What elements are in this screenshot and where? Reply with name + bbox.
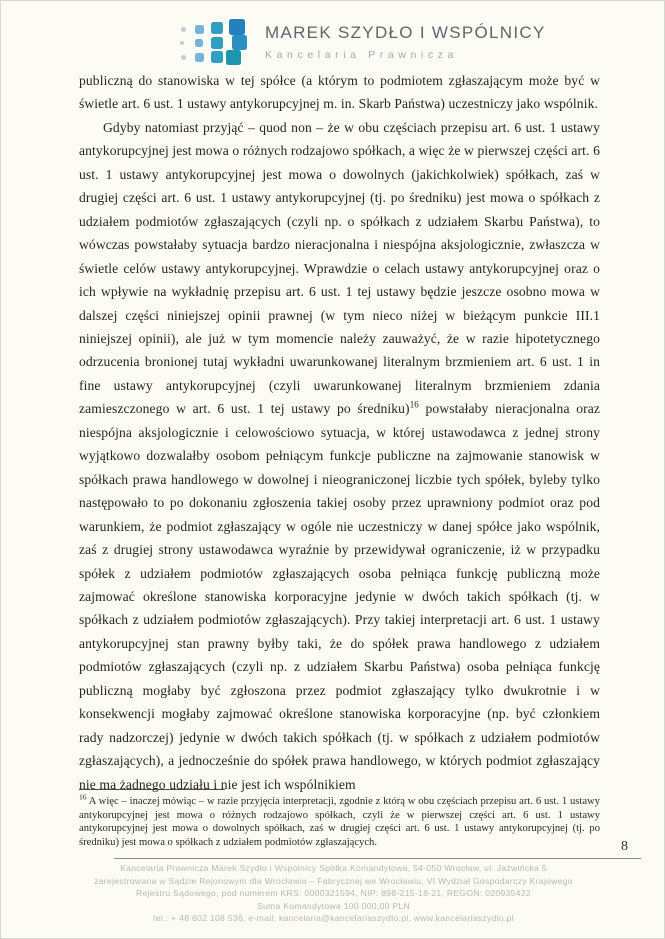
company-logo-icon [179,17,249,67]
company-tagline: Kancelaria Prawnicza [265,49,458,61]
footnote-body: A więc – inaczej mówiąc – w razie przyjęcia interpretacji, zgodnie z którą w obu częściach przepisu art. 6 ust. 1 ustawy antykorupcyjnej jest mowa o różnych rodzajowo spółkach, czyli że w pierwszej części art. 6 ust. 1 ustawy antykorupcyjnej jest mowa o dowolnych spółkach, zaś w drugiej części art. 6 ust. 1 ustawy antykorupcyjnej (tj. po średniku) jest mowa o spółkach z udziałem podmiotów zgłaszających. [79,796,600,848]
footer-line-address: Kancelaria Prawnicza Marek Szydło i Wspólnicy Spółka Komandytowa, 54-050 Wrocław, ul. Jaźwińcka 5 [120,863,547,873]
footnote-block [79,789,600,849]
footer-separator [114,858,641,859]
letterhead-text [265,23,546,61]
footer-line-contact: tel.: + 48 602 108 536, e-mail: kancelaria@kancelariaszydlo.pl, www.kancelariaszydlo.pl [153,913,514,924]
logo-dot [226,50,241,65]
logo-dot [211,37,223,49]
footer-line-registration: zarejestrowana w Sądzie Rejonowym dla Wrocławia – Fabrycznej we Wrocławiu, VI Wydział Gospodarczy Krajowego [94,875,573,886]
logo-dot [195,39,203,47]
page-number: 8 [621,839,628,854]
page-footer [51,858,616,925]
paragraph-2-text-after-ref: powstałaby nieracjonalna oraz niespójna aksjologicznie i celowościowo sytuacja, w której ustawodawca z jednej strony wyjątkowo dozwalałby osobom pełniącym funkcje publiczne na zajmowanie stanowisk w spółkach prawa handlowego w dowolnej i nieograniczonej liczbie tych spółek, byleby tylko następowało to po dokonaniu zgłoszenia takiej osoby przez uprawniony podmiot oraz pod warunkiem, że podmiot zgłaszający w ogóle nie uczestniczy w danej spółce jako wspólnik, zaś z drugiej strony ustawodawca wyraźnie by przewidywał ograniczenie, iż w przypadku spółek z udziałem podmiotów zgłaszających osoba pełniąca funkcję publiczną może zajmować określone stanowiska korporacyjne jedynie w dwóch takich spółkach (tj. w spółkach z udziałem podmiotów zgłaszających). Przy takiej interpretacji art. 6 ust. 1 ustawy antykorupcyjnej stan prawny byłby taki, że do spółek prawa handlowego z udziałem podmiotów zgłaszających (czyli np. z udziałem Skarbu Państwa) osoba pełniąca funkcję publiczną mogłaby być zgłoszona przez podmiot zgłaszający tylko dwukrotnie i w konsekwencji mogłaby zajmować określone stanowiska korporacyjne (np. być członkiem rady nadzorczej) jedynie w dwóch takich spółkach (tj. w spółkach z udziałem podmiotów zgłaszających), a jednocześnie do spółek prawa handlowego, w których podmiot zgłaszający nie ma żadnego udziału i nie jest ich wspólnikiem [79,401,600,792]
logo-dot [211,51,223,63]
logo-dot [232,35,247,50]
logo-dot [180,41,184,45]
footnote-separator [79,789,225,790]
logo-dot [229,19,245,35]
footnote-reference: 16 [409,399,419,410]
letterhead [179,17,546,67]
footer-line-capital: Suma Komandytowa 100 000,00 PLN [256,900,411,911]
document-body [79,69,600,796]
logo-dot [195,53,204,62]
logo-dot [181,27,186,32]
logo-dot [211,22,223,34]
footer-line-registry-numbers: Rejestru Sądowego, pod numerem KRS: 0000321594, NIP: 898-215-18-21, REGON: 020935422 [136,888,531,899]
logo-dot [181,55,186,60]
footnote-marker: 16 [79,792,87,802]
paragraph-2-text-before-ref: Gdyby natomiast przyjąć – quod non – że w obu częściach przepisu art. 6 ust. 1 ustawy antykorupcyjnej jest mowa o różnych rodzajowo spółkach, a więc że w pierwszej części art. 6 ust. 1 ustawy antykorupcyjnej jest mowa o dowolnych (jakichkolwiek) spółkach, zaś w drugiej części art. 6 ust. 1 ustawy antykorupcyjnej (tj. po średniku) jest mowa o spółkach z udziałem podmiotów zgłaszających (czyli np. o spółkach z udziałem Skarbu Państwa), to wówczas powstałaby sytuacja bardzo nieracjonalna i niespójna aksjologicznie, zwłaszcza w świetle celów ustawy antykorupcyjnej. Wprawdzie o celach ustawy antykorupcyjnej oraz o ich wpływie na wykładnię przepisu art. 6 ust. 1 tej ustawy będzie jeszcze osobno mowa w dalszej części niniejszej opinii prawnej (w tym nieco niżej w bieżącym punkcie III.1 niniejszej opinii), ale już w tym momencie należy zauważyć, że w razie hipotetycznego odrzucenia bronionej tutaj wykładni uwarunkowanej literalnym brzmieniem art. 6 ust. 1 in fine ustawy antykorupcyjnej (czyli uwarunkowanej literalnym brzmieniem zdania zamieszczonego w art. 6 ust. 1 tej ustawy po średniku) [79,119,600,417]
paragraph-1: publiczną do stanowiska w tej spółce (a którym to podmiotem zgłaszającym może być w świetle art. 6 ust. 1 ustawy antykorupcyjnej m. in. Skarb Państwa) uczestniczy jako wspólnik. [79,73,600,112]
company-name: MAREK SZYDŁO I WSPÓLNICY [265,23,546,42]
paragraph-2 [79,116,600,796]
footnote-text [79,792,600,849]
logo-dot [195,25,204,34]
